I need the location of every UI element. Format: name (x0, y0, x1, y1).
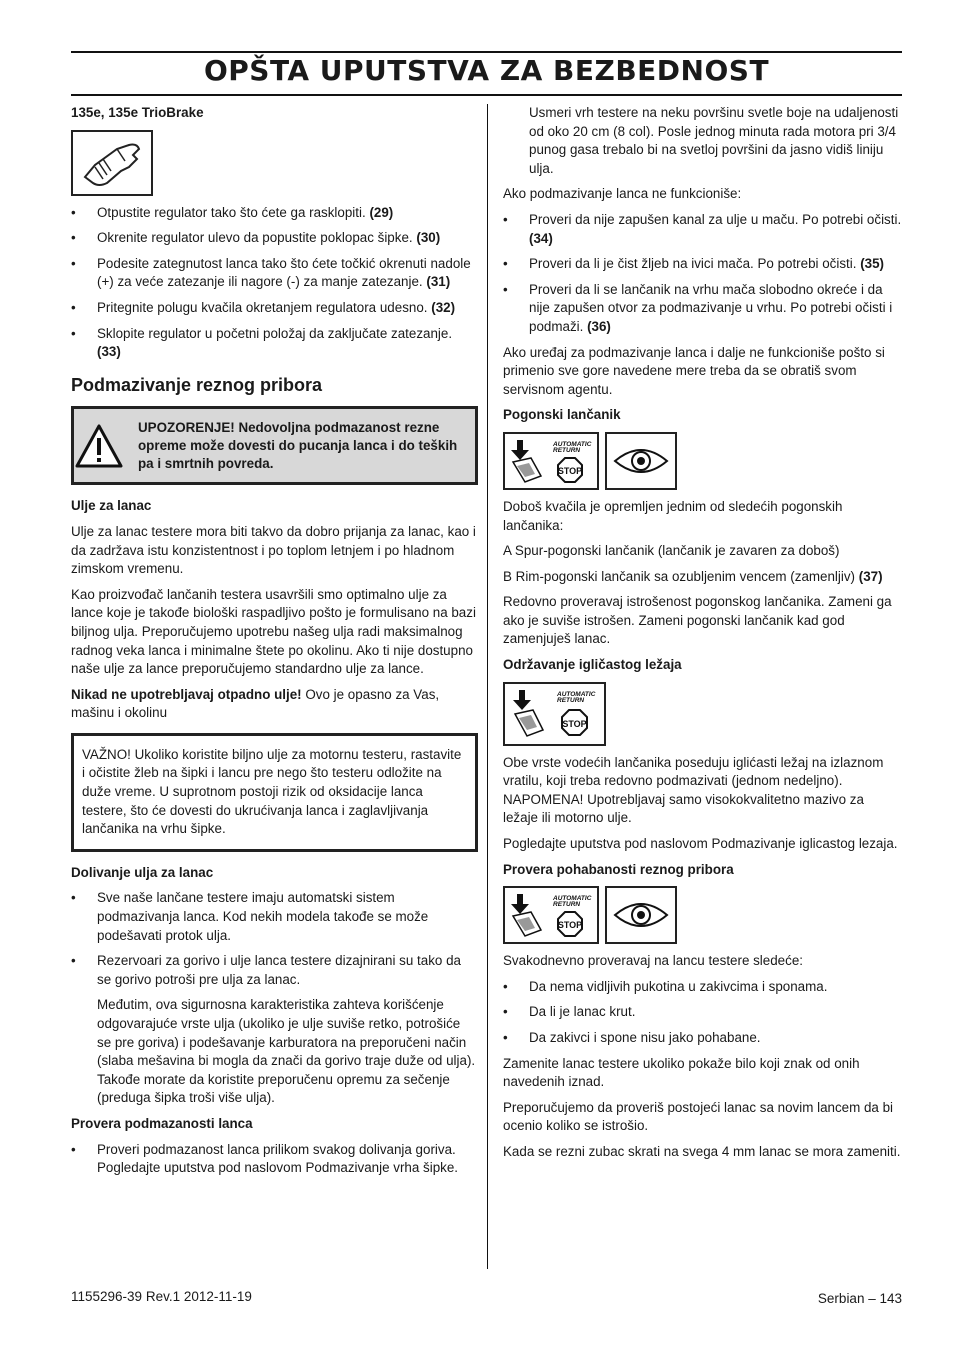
footer-doc-id: 1155296-39 Rev.1 2012-11-19 (71, 1289, 252, 1304)
warning-text: UPOZORENJE! Nedovoljna podmazanost rezne opreme može dovesti do pucanja lanca i do teških pa i smrtnih povreda. (138, 419, 458, 471)
page-title: OPŠTA UPUTSTVA ZA BEZBEDNOST (203, 54, 770, 87)
eye-icon (605, 432, 677, 490)
note-box: VAŽNO! Ukoliko koristite biljno ulje za motornu testeru, rastavite i očistite žleb na šipki i lancu pre nego što testeru odložite na duže vreme. U suprotnom postoji rizik od oksidacije lanca testere, što će dovesti do ukrućivanja lanca i zaglavljivanja lančanika na vrhu šipke. (71, 733, 478, 852)
paragraph: Zamenite lanac testere ukoliko pokaže bilo koji znak od onih navedenih iznad. (503, 1055, 860, 1090)
wear-heading: Provera pohabanosti reznog pribora (503, 861, 734, 877)
paragraph: Svakodnevno proveravaj na lancu testere sledeće: (503, 953, 803, 969)
refill-bullet-list (71, 889, 478, 989)
oil-heading: Ulje za lanac (71, 498, 152, 514)
bearing-icon-row (503, 682, 902, 746)
paragraph: Međutim, ova sigurnosna karakteristika zahteva korišćenje odgovarajuće vrste ulja (ukoliko je ulje suviše retko, potrošiće se pre goriva) i podešavanje karburatora na preporučeni način (slaba mešavina bi mogla da znači da gorivo traje duže od ulja). Takođe morate da koristite preporučenu opremu za sečenje (preduga šipka troši više ulja). (97, 997, 476, 1106)
svg-text:STOP: STOP (557, 920, 583, 931)
list-item: • Proveri da nije zapušen kanal za ulje u maču. Po potrebi očisti. (34) (503, 211, 902, 248)
list-item: • Proveri podmazanost lanca prilikom svakog dolivanja goriva. Pogledajte uputstva pod naslovom Podmazivanje vrha šipke. (71, 1141, 478, 1178)
list-item: • Otpustite regulator tako što ćete ga rasklopiti. (29) (71, 204, 478, 223)
automatic-return-stop-icon (503, 682, 606, 746)
automatic-return-stop-icon (503, 432, 599, 490)
paragraph: Ako uređaj za podmazivanje lanca i dalje ne funkcioniše pošto si primenio sve gore navedene mere treba da se obratiš svom servisnom agentu. (503, 344, 885, 397)
automatic-return-stop-icon (503, 886, 599, 944)
check-bullet-list (71, 1141, 478, 1178)
column-divider (487, 104, 488, 1269)
paragraph: Ulje za lanac testere mora biti takvo da dobro prijanja za lanac, kao i da zadržava istu konzistentnost i po toplom letnjem i po hladnom zimskom vremenu. (71, 523, 476, 577)
eye-icon (605, 886, 677, 944)
paragraph: Nikad ne upotrebljavaj otpadno ulje! Ovo je opasno za Vas, mašinu i okolinu (71, 686, 440, 721)
fail-bullet-list (503, 211, 902, 337)
refill-heading: Dolivanje ulja za lanac (71, 864, 214, 880)
list-item: • Da nema vidljivih pukotina u zakivcima i sponama. (503, 978, 902, 997)
svg-text:STOP: STOP (557, 465, 583, 476)
section-title: Podmazivanje reznog pribora (71, 374, 323, 395)
svg-text:RETURN: RETURN (553, 901, 581, 909)
list-item: • Podesite zategnutost lanca tako što ćete točkić okrenuti nadole (+) za veće zatezanje ili nagore (-) za manje zatezanje. (31) (71, 255, 478, 292)
paragraph: Preporučujemo da proveriš postojeći lanac sa novim lancem da bi ocenio koliko se istrošio. (503, 1099, 894, 1134)
svg-text:AUTOMATIC: AUTOMATIC (556, 690, 595, 698)
svg-text:AUTOMATIC: AUTOMATIC (553, 440, 592, 448)
paragraph: Pogledajte uputstva pod naslovom Podmazivanje iglicastog lezaja. (503, 836, 898, 852)
model-heading: 135e, 135e TrioBrake (71, 105, 204, 120)
glove-icon (77, 137, 147, 189)
list-item: • Okrenite regulator ulevo da popustite poklopac šipke. (30) (71, 229, 478, 248)
warning-triangle-icon (74, 423, 124, 469)
bearing-heading: Održavanje igličastog ležaja (503, 657, 682, 673)
svg-text:RETURN: RETURN (556, 696, 584, 704)
glove-icon-box (71, 130, 153, 196)
paragraph: Doboš kvačila je opremljen jednim od sledećih pogonskih lančanika: (503, 498, 843, 533)
paragraph: Obe vrste vodećih lančanika poseduju iglićasti ležaj na izlaznom vratilu, koji treba redovno podmazivati (jednom nedeljno). NAPOMENA! Upotrebljavaj samo visokokvalitetno mazivo za ležaje ili motorno ulje. (503, 754, 884, 826)
paragraph: Redovno proveravaj istrošenost pogonskog lančanika. Zameni ga ako je suviše istrošen. Zameni pogonski lančanik kad god zamenjuješ lanac. (503, 594, 892, 647)
footer-page-number: Serbian – 143 (817, 1291, 902, 1306)
paragraph: Ako podmazivanje lanca ne funkcioniše: (503, 186, 742, 202)
drive-icon-row (503, 432, 902, 490)
list-item: • Sklopite regulator u početni položaj da zaključate zatezanje. (33) (71, 325, 478, 362)
list-item: • Proveri da li je čist žljeb na ivici mača. Po potrebi očisti. (35) (503, 255, 902, 274)
warning-box (71, 406, 478, 485)
paragraph: Kao proizvođač lančanih testera usavršili smo optimalno ulje za lance koje je takođe biološki raspadljivo pošto je formulisano na bazi biljnog ulja. Preporučujemo upotrebu našeg ulja radi maksimalnog radnog veka lanca i minimalne štete po okolinu. Ako ti nije dostupno naše ulje za lance preporučujemo standardno ulje za lance. (71, 586, 476, 677)
model-bullet-list (71, 204, 478, 362)
list-item: • Pritegnite polugu kvačila okretanjem regulatora udesno. (32) (71, 299, 478, 318)
check-heading: Provera podmazanosti lanca (71, 1115, 253, 1131)
list-item: • Proveri da li se lančanik na vrhu mača slobodno okreće i da nije zapušen otvor za podmazivanje u vrhu. Po potrebi očisti i podmaži. (36) (503, 281, 902, 337)
list-item: • Da zakivci i spone nisu jako pohabane. (503, 1029, 902, 1048)
list-item: • Rezervoari za gorivo i ulje lanca testere dizajnirani su tako da se gorivo potroši pre ulja za lanac. (71, 952, 478, 989)
svg-text:STOP: STOP (561, 718, 587, 729)
title-rule-bottom (71, 94, 902, 96)
paragraph: A Spur-pogonski lančanik (lančanik je zavaren za doboš) (503, 543, 840, 559)
wear-icon-row (503, 886, 902, 944)
svg-text:AUTOMATIC: AUTOMATIC (553, 895, 592, 903)
list-item: • Da li je lanac krut. (503, 1003, 902, 1022)
paragraph: B Rim-pogonski lančanik sa ozubljenim vencem (zamenljiv) (37) (503, 568, 883, 584)
wear-bullet-list (503, 978, 902, 1048)
paragraph: Usmeri vrh testere na neku površinu svetle boje na udaljenosti od oko 20 cm (8 col). Posle jednog minuta rada motora pri 3/4 punog gasa trebalo bi na svetloj površini da jasno vidiš liniju ulja. (529, 105, 899, 176)
title-rule-top (71, 51, 902, 53)
left-column (71, 104, 478, 1185)
paragraph: Kada se rezni zubac skrati na svega 4 mm lanac se mora zameniti. (503, 1143, 901, 1159)
list-item: • Sve naše lančane testere imaju automatski sistem podmazivanja lanca. Kod nekih modela takođe se može podešavati protok ulja. (71, 889, 478, 945)
drive-heading: Pogonski lančanik (503, 407, 621, 423)
right-column (503, 104, 902, 1169)
svg-text:RETURN: RETURN (553, 446, 581, 454)
